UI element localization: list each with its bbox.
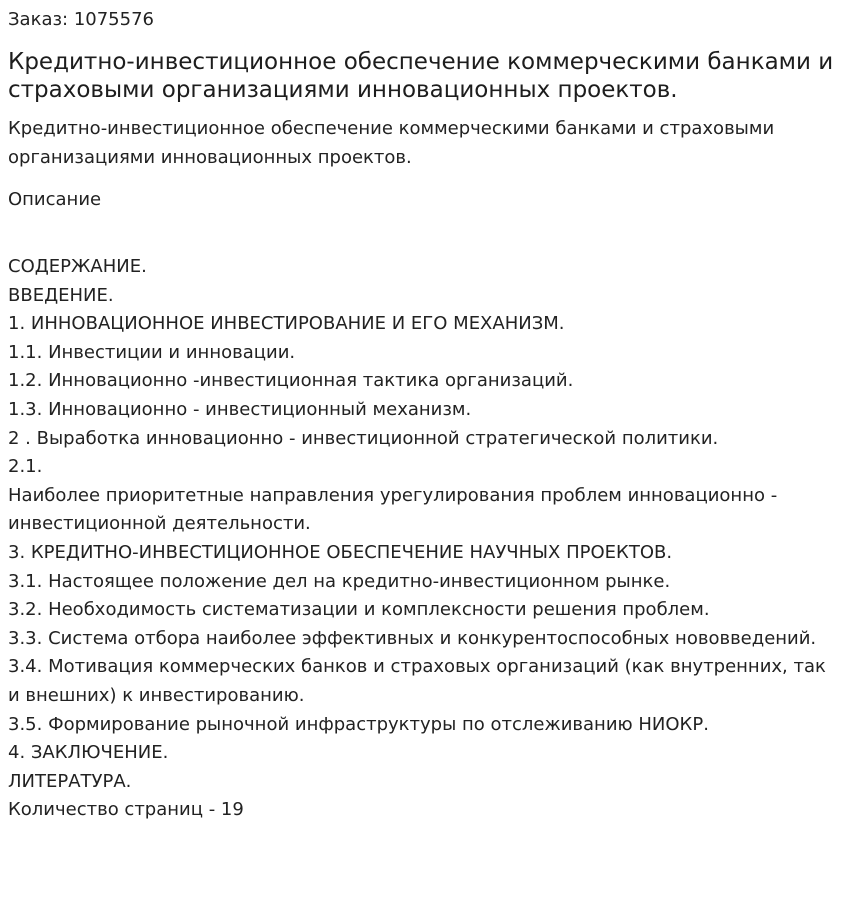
contents-line: СОДЕРЖАНИЕ. — [8, 256, 147, 277]
page-title: Кредитно-инвестиционное обеспечение коммерческими банками и страховыми организациями инновационных проектов. — [8, 49, 834, 103]
contents-line: ЛИТЕРАТУРА. — [8, 770, 132, 792]
contents-line: Наиболее приоритетные направления урегулирования проблем инновационно - инвестиционной деятельности. — [8, 484, 778, 535]
page-count: Количество страниц - 19 — [8, 799, 244, 821]
contents-line: 2 . Выработка инновационно - инвестиционной стратегической политики. — [8, 427, 719, 449]
description-heading: Описание — [8, 189, 102, 210]
table-of-contents — [8, 253, 839, 825]
order-number: Заказ: 1075576 — [8, 9, 154, 30]
contents-line: 4. ЗАКЛЮЧЕНИЕ. — [8, 742, 169, 764]
contents-line: 3.3. Система отбора наиболее эффективных и конкурентоспособных нововведений. — [8, 627, 817, 649]
contents-line: ВВЕДЕНИЕ. — [8, 284, 114, 306]
contents-line: 3.2. Необходимость систематизации и комплексности решения проблем. — [8, 599, 710, 621]
contents-line: 1. ИННОВАЦИОННОЕ ИНВЕСТИРОВАНИЕ И ЕГО МЕХАНИЗМ. — [8, 313, 565, 335]
contents-line: 1.1. Инвестиции и инновации. — [8, 341, 296, 363]
contents-line: 1.2. Инновационно -инвестиционная тактика организаций. — [8, 370, 574, 392]
contents-line: 2.1. — [8, 456, 43, 478]
contents-line: 1.3. Инновационно - инвестиционный механизм. — [8, 398, 472, 420]
page-subtitle: Кредитно-инвестиционное обеспечение коммерческими банками и страховыми организациями инновационных проектов. — [8, 118, 775, 168]
contents-line: 3.4. Мотивация коммерческих банков и страховых организаций (как внутренних, так и внешних) к инвестированию. — [8, 656, 826, 706]
contents-line: 3.5. Формирование рыночной инфраструктуры по отслеживанию НИОКР. — [8, 713, 709, 735]
contents-line: 3. КРЕДИТНО-ИНВЕСТИЦИОННОЕ ОБЕСПЕЧЕНИЕ НАУЧНЫХ ПРОЕКТОВ. — [8, 541, 673, 563]
contents-line: 3.1. Настоящее положение дел на кредитно-инвестиционном рынке. — [8, 570, 671, 592]
